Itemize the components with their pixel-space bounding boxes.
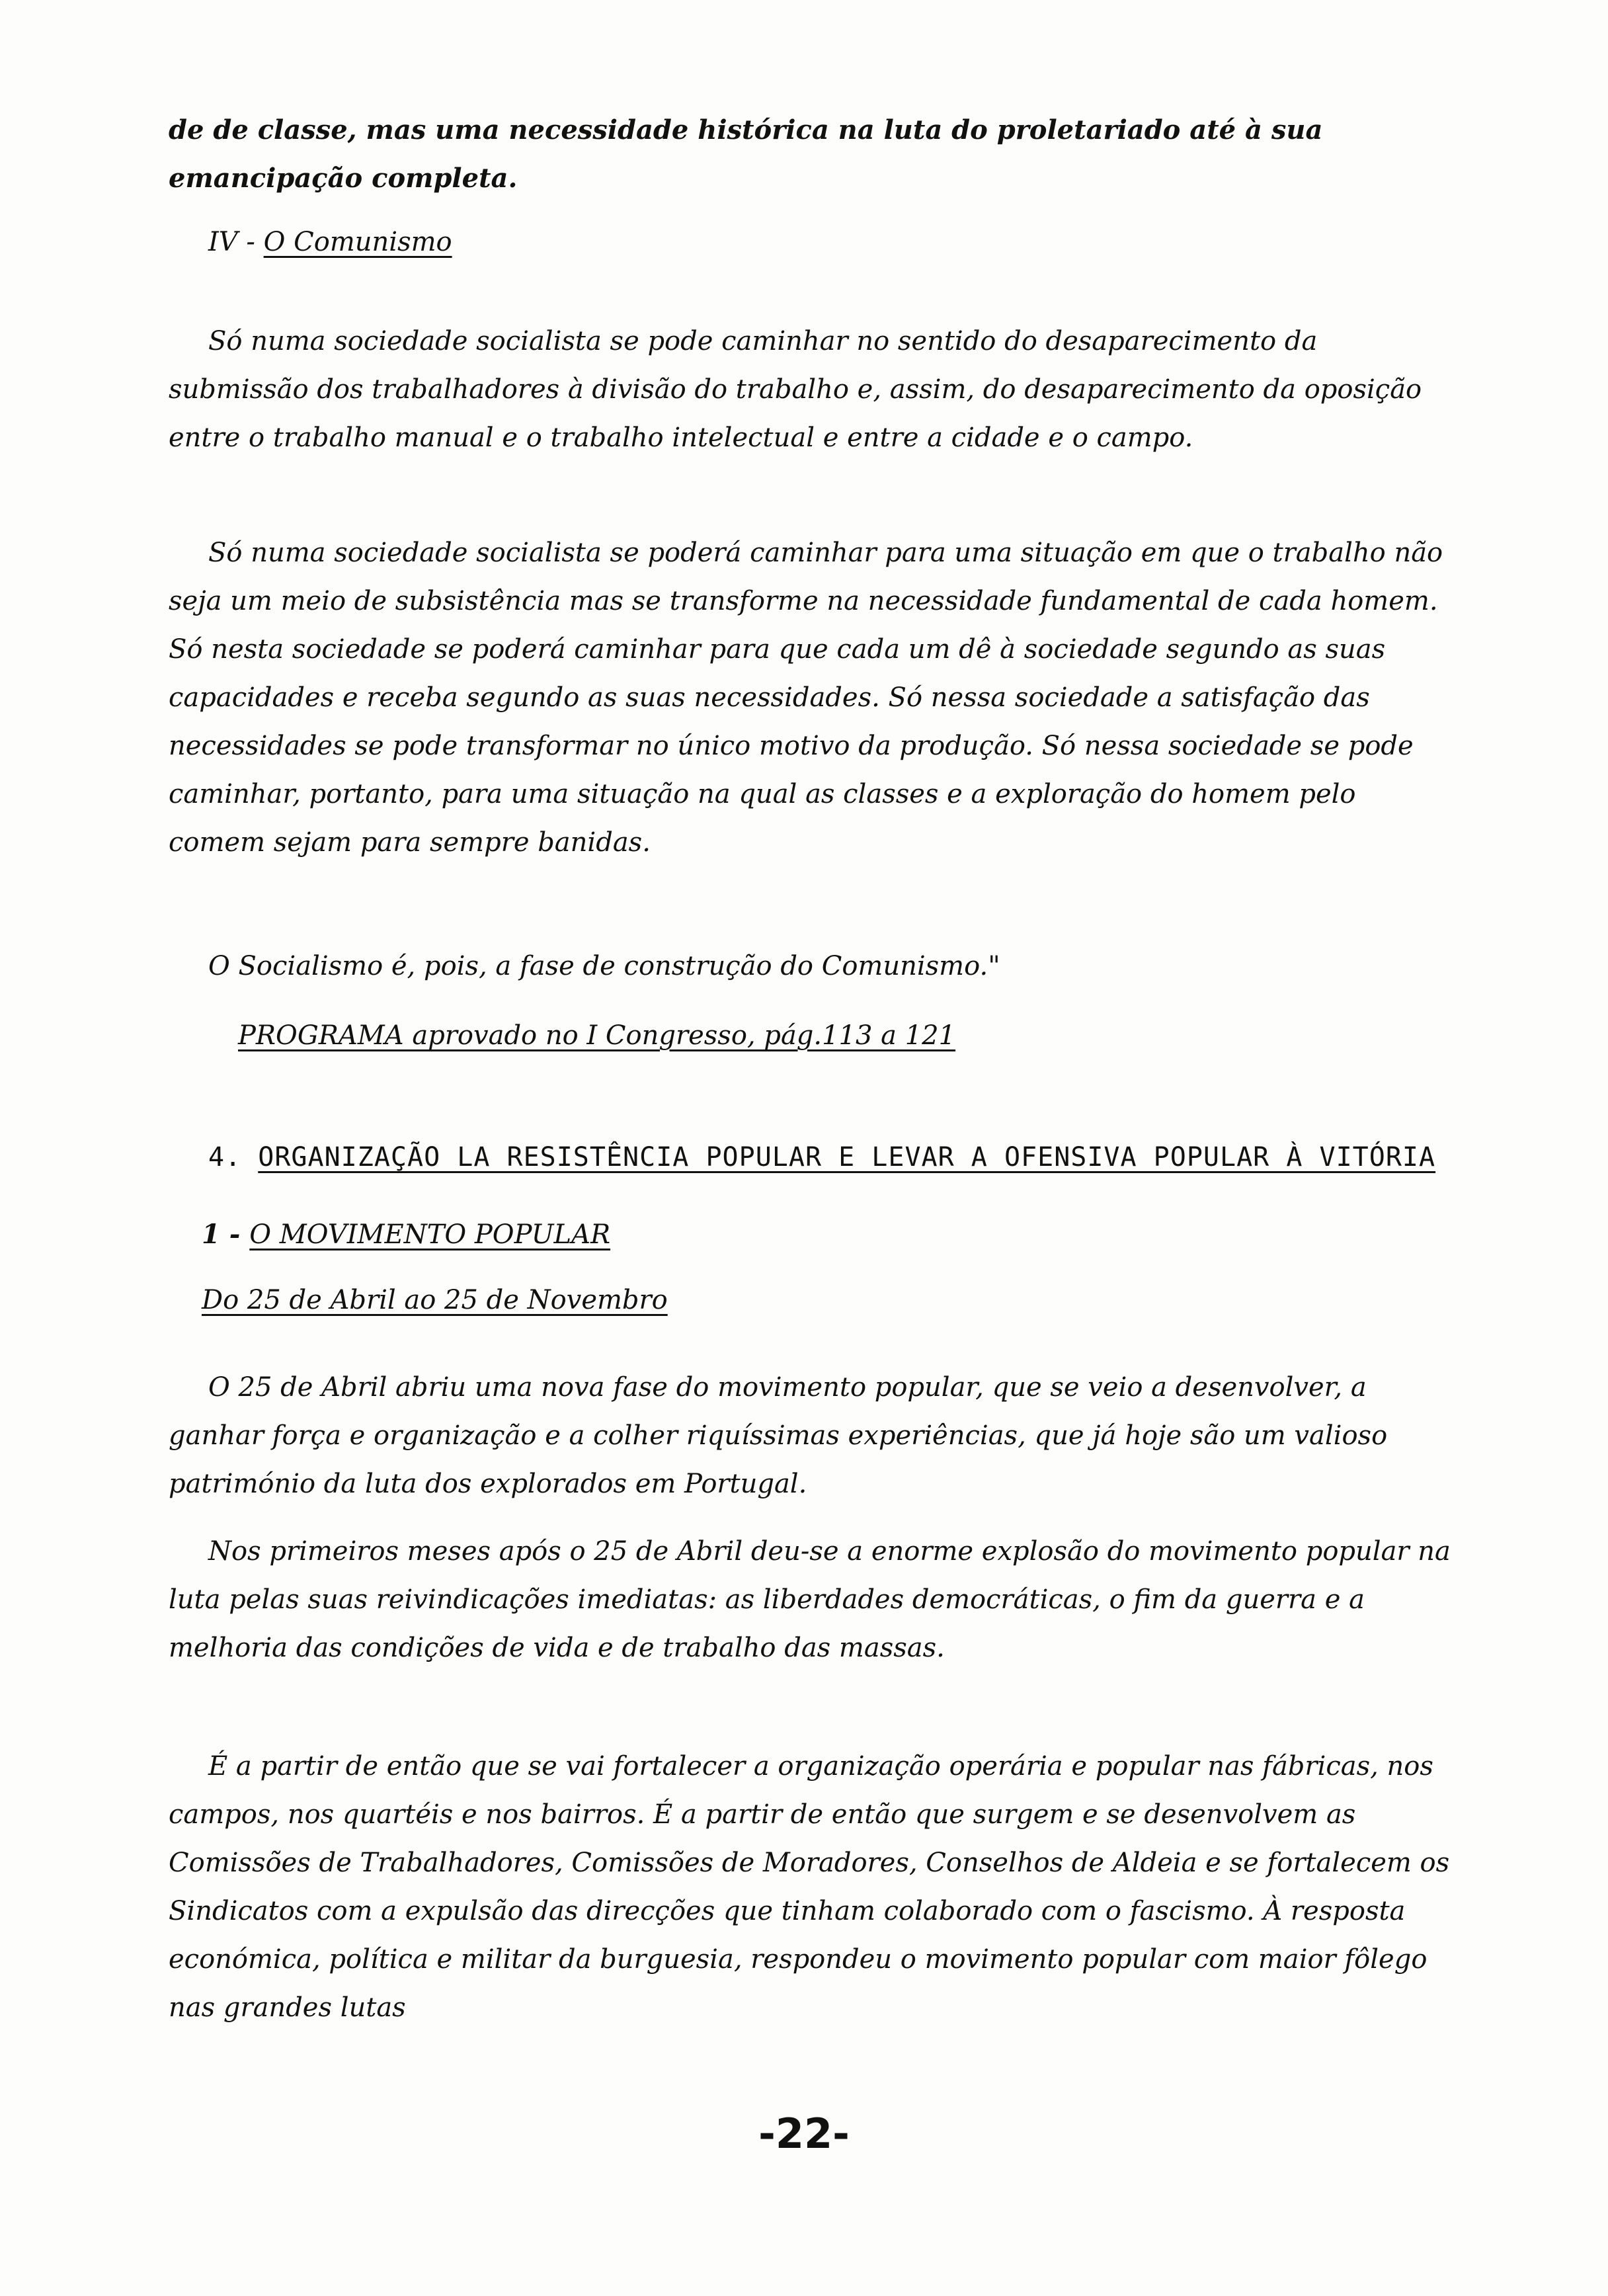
comunismo-paragraph-2-block xyxy=(169,529,1451,867)
movimento-paragraph: O 25 de Abril abriu uma nova fase do movimento popular, que se veio a desenvolver, a ganhar força e organização e a colher riquíssimas experiências, que já hoje são um valioso património da luta dos explorados em Portugal. xyxy=(169,1372,1388,1499)
section-iv-number: IV - xyxy=(208,227,264,257)
chapter-title: ORGANIZAÇÃO LA RESISTÊNCIA POPULAR E LEVAR A OFENSIVA POPULAR À VITÓRIA xyxy=(258,1142,1436,1172)
period-subheading-block xyxy=(169,1276,1451,1325)
page-number: -22- xyxy=(758,2110,850,2158)
section-iv-heading xyxy=(169,218,1451,266)
comunismo-paragraph: O Socialismo é, pois, a fase de construção do Comunismo." xyxy=(208,951,1000,981)
movimento-paragraph-1-block xyxy=(169,1364,1451,1508)
intro-paragraph: de de classe, mas uma necessidade histórica na luta do proletariado até à sua emancipação completa. xyxy=(169,114,1323,194)
comunismo-paragraph: Só numa sociedade socialista se pode caminhar no sentido do desaparecimento da submissão dos trabalhadores à divisão do trabalho e, assim, do desaparecimento da oposição entre o trabalho manual e o trabalho intelectual e entre a cidade e o campo. xyxy=(169,326,1422,453)
citation-block xyxy=(169,1012,1451,1060)
movimento-paragraph: É a partir de então que se vai fortalecer a organização operária e popular nas fábricas, nos campos, nos quartéis e nos bairros. É a partir de então que surgem e se desenvolvem as Comissões de Trabalhadores, Comissões de Moradores, Conselhos de Aldeia e se fortalecem os Sindicatos com a expulsão das direcções que tinham colaborado com o fascismo. À resposta económica, política e militar da burguesia, respondeu o movimento popular com maior fôlego nas grandes lutas xyxy=(169,1751,1450,2023)
chapter-number: 4. xyxy=(208,1142,259,1172)
subsection-1-heading xyxy=(169,1210,1451,1259)
intro-paragraph-block xyxy=(169,106,1451,202)
subsection-1-number: 1 - xyxy=(202,1219,250,1250)
movimento-paragraph: Nos primeiros meses após o 25 de Abril deu-se a enorme explosão do movimento popular na luta pelas suas reivindicações imediatas: as liberdades democráticas, o fim da guerra e a melhoria das condições de vida e de trabalho das massas. xyxy=(169,1536,1451,1663)
comunismo-paragraph-1-block xyxy=(169,317,1451,462)
comunismo-paragraph-3-block xyxy=(169,942,1451,991)
chapter-heading xyxy=(169,1137,1491,1177)
comunismo-paragraph: Só numa sociedade socialista se poderá caminhar para uma situação em que o trabalho não seja um meio de subsistência mas se transforme na necessidade fundamental de cada homem. Só nesta sociedade se poderá caminhar para que cada um dê à sociedade segundo as suas capacidades e receba segundo as suas necessidades. Só nessa sociedade a satisfação das necessidades se pode transformar no único motivo da produção. Só nessa sociedade se pode caminhar, portanto, para uma situação na qual as classes e a exploração do homem pelo comem sejam para sempre banidas. xyxy=(169,538,1443,858)
subsection-1-title: O MOVIMENTO POPULAR xyxy=(249,1219,611,1250)
period-subheading: Do 25 de Abril ao 25 de Novembro xyxy=(202,1285,668,1315)
section-iv-title: O Comunismo xyxy=(263,227,452,257)
movimento-paragraph-2-block xyxy=(169,1528,1451,1672)
citation: PROGRAMA aprovado no I Congresso, pág.113 a 121 xyxy=(238,1020,956,1051)
movimento-paragraph-3-block xyxy=(169,1742,1451,2032)
